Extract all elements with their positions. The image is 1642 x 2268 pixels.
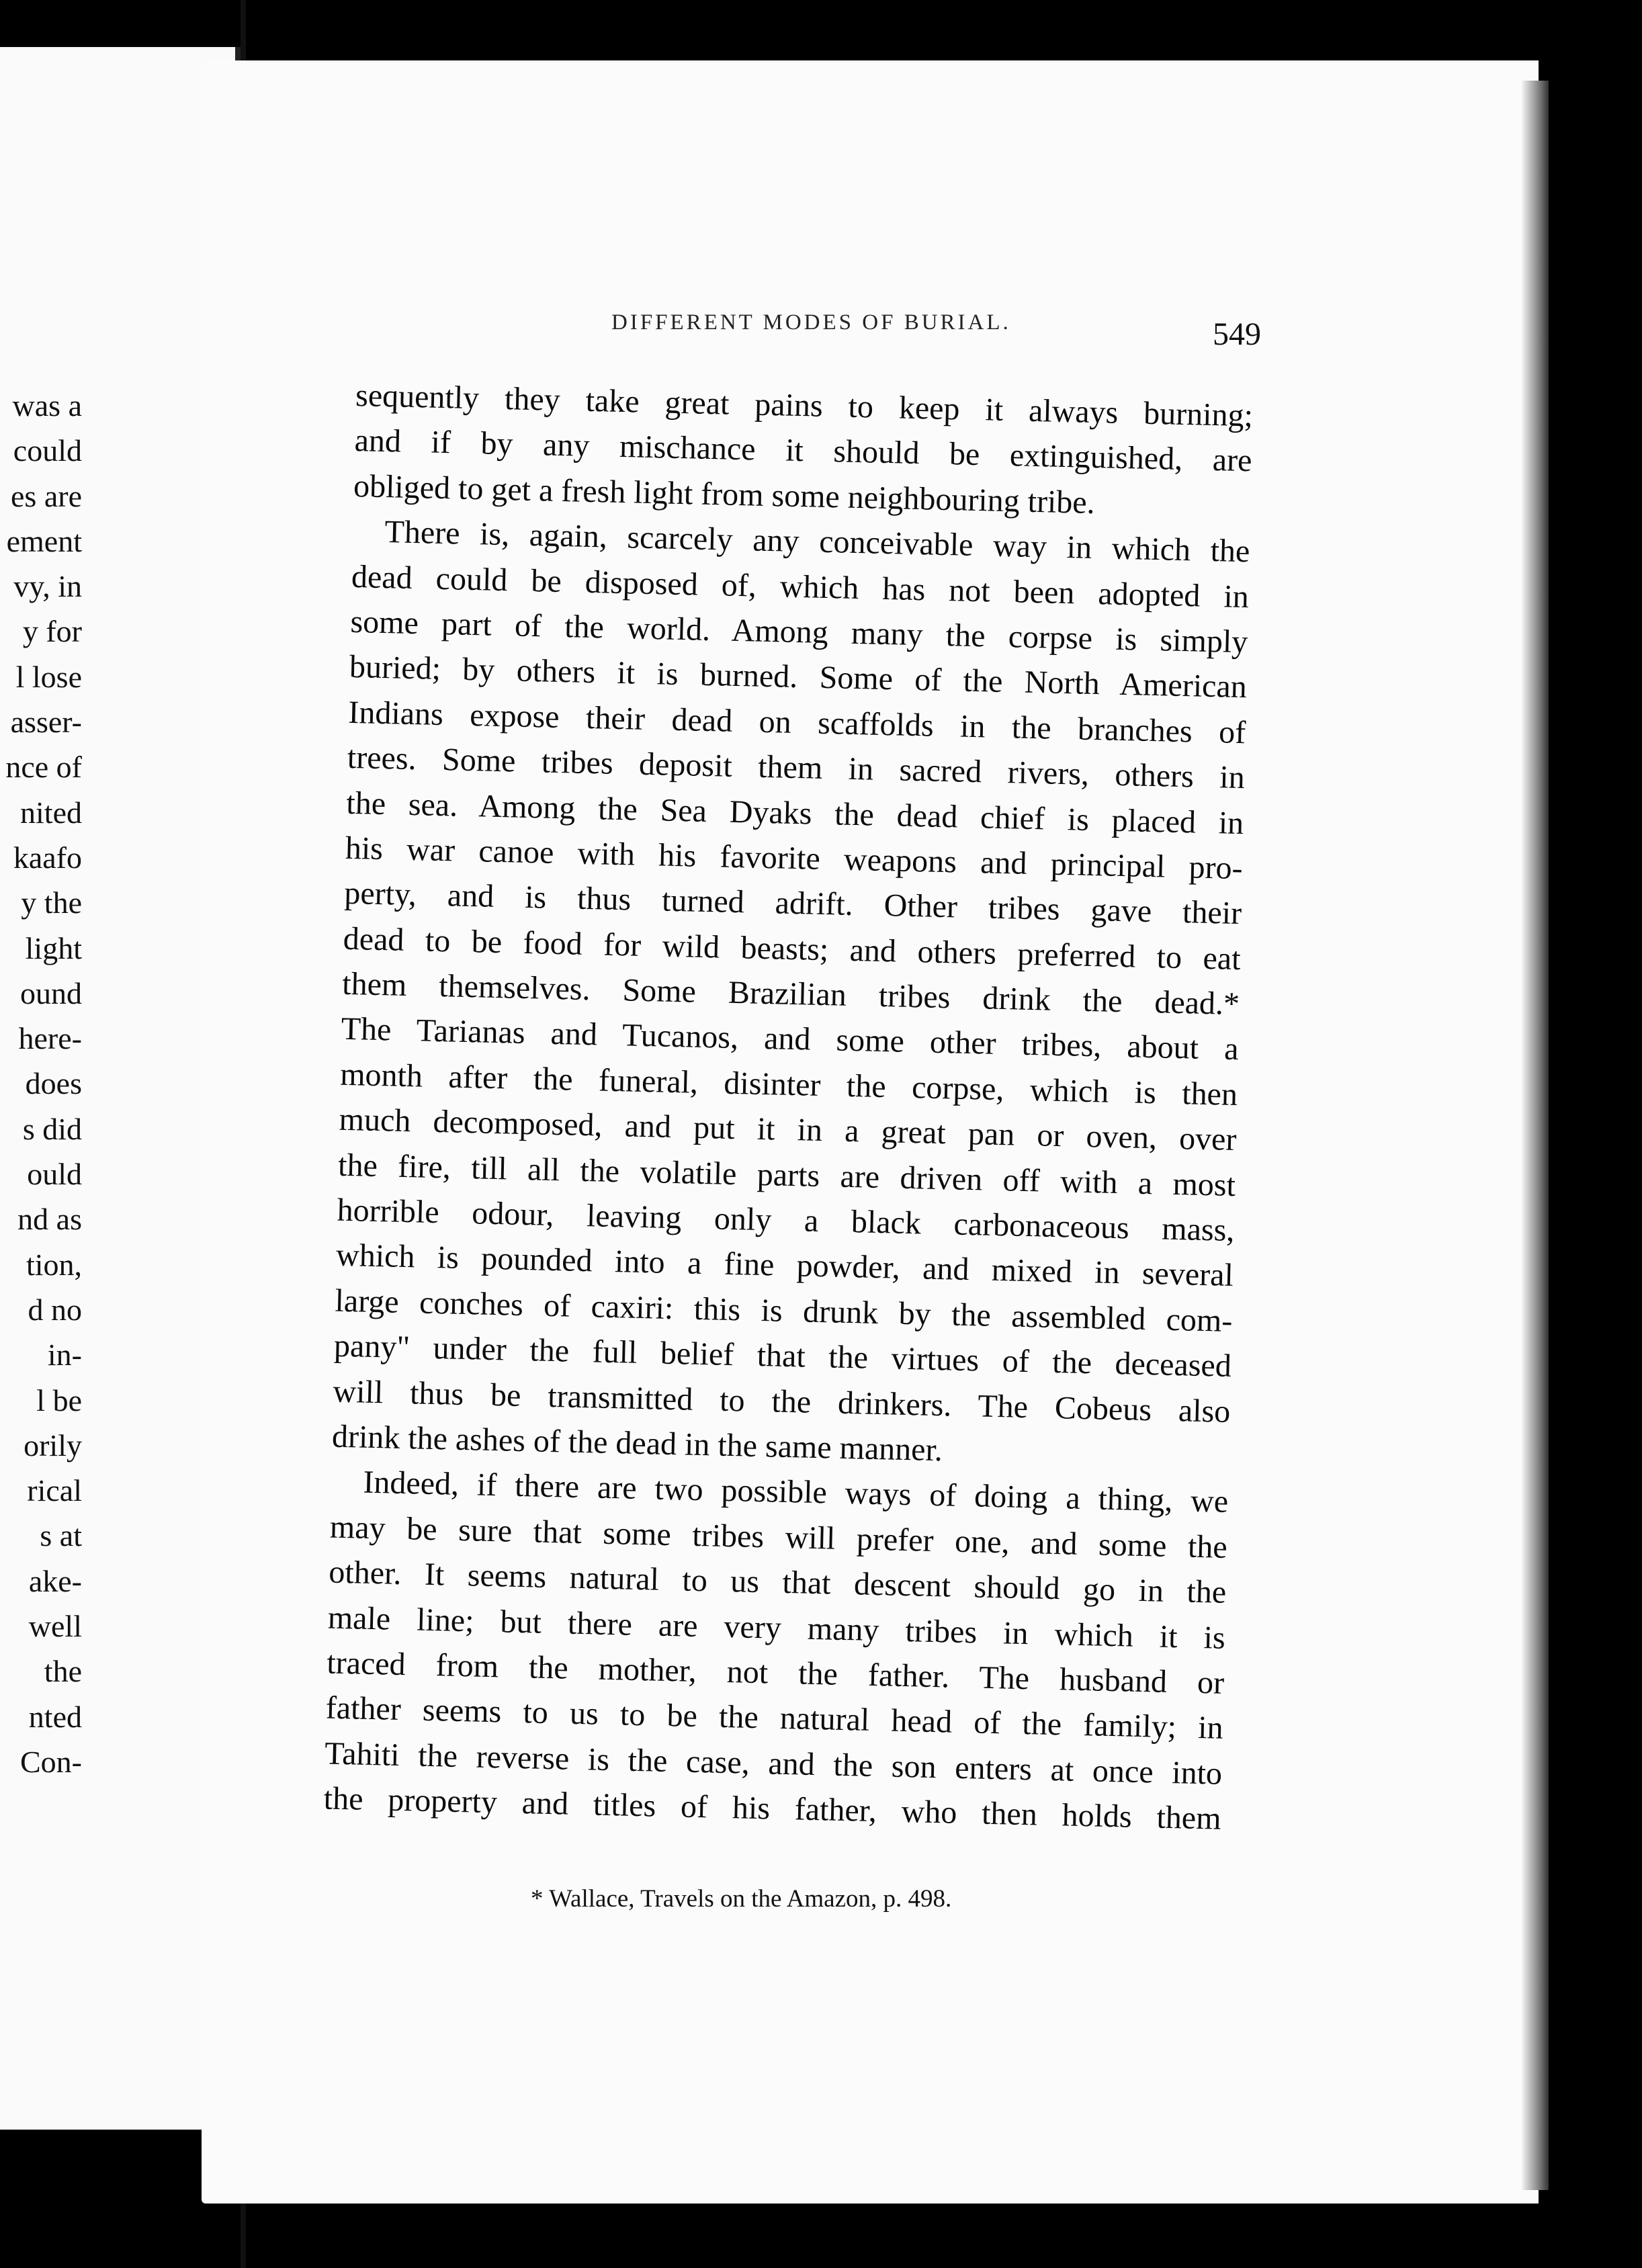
fragment-line: Con- [20, 1744, 82, 1779]
text-line: may be sure that some tribes will prefer one, and some the [329, 1509, 1228, 1565]
text-line: buried; by others it is burned. Some of the North American [349, 649, 1248, 705]
fragment-line: tion, [26, 1247, 82, 1282]
fragment-line: nted [28, 1699, 82, 1734]
fragment-line: ound [20, 975, 82, 1010]
fragment-line: s did [22, 1111, 82, 1146]
fragment-line: d no [28, 1292, 82, 1327]
text-line: the fire, till all the volatile parts are driven off with a most [337, 1147, 1236, 1203]
text-line: Indians expose their dead on scaffolds in the branches of [347, 694, 1246, 750]
fragment-line: l lose [15, 659, 82, 694]
text-line: trees. Some tribes deposit them in sacred rivers, others in [347, 739, 1246, 796]
text-line: father seems to us to be the natural head of the family; in [325, 1690, 1224, 1747]
fragment-line: nited [20, 795, 82, 830]
fragment-line: well [28, 1609, 82, 1644]
fragment-line: orily [24, 1428, 82, 1463]
fragment-line: was a [12, 388, 82, 423]
text-line: The Tarianas and Tucanos, and some other tribes, about a [341, 1011, 1240, 1067]
page-edge-shadow [1522, 81, 1549, 2190]
text-line: obliged to get a fresh light from some neighbouring tribe. [353, 468, 1096, 521]
text-line: much decomposed, and put it in a great pan or oven, over [339, 1101, 1238, 1158]
fragment-line: es are [11, 478, 82, 513]
text-line: the property and titles of his father, who then holds them [323, 1780, 1222, 1837]
text-line: Indeed, if there are two possible ways of doing a thing, we [362, 1465, 1229, 1520]
fragment-line: ement [6, 523, 82, 558]
fragment-line: kaafo [13, 840, 82, 875]
fragment-line: here- [18, 1021, 82, 1056]
fragment-line: nd as [17, 1202, 82, 1237]
fragment-line: ould [27, 1157, 82, 1192]
text-line: Tahiti the reverse is the case, and the son enters at once into [324, 1735, 1223, 1792]
text-line: and if by any mischance it should be extinguished, are [354, 423, 1252, 479]
fragment-line: in- [47, 1338, 82, 1372]
text-line: other. It seems natural to us that descent should go in the [328, 1554, 1227, 1610]
text-line: There is, again, scarcely any conceivable way in which the [384, 514, 1250, 570]
text-line: sequently they take great pains to keep it always burning; [355, 377, 1254, 434]
text-line: them themselves. Some Brazilian tribes drink the dead.* [341, 965, 1240, 1022]
text-line: traced from the mother, not the father. The husband or [326, 1645, 1225, 1701]
text-line: drink the ashes of the dead in the same manner. [331, 1418, 943, 1469]
text-line: month after the funeral, disinter the corpse, which is then [339, 1056, 1238, 1113]
text-line: the sea. Among the Sea Dyaks the dead chief is placed in [345, 785, 1244, 841]
fragment-line: asser- [10, 705, 82, 740]
text-line: his war canoe with his favorite weapons and principal pro- [345, 830, 1244, 887]
left-page-text-fragments [0, 383, 82, 1784]
fragment-line: rical [27, 1473, 82, 1508]
fragment-line: the [44, 1654, 82, 1689]
fragment-line: y for [22, 614, 82, 649]
fragment-line: does [25, 1066, 82, 1101]
body-text [323, 373, 1254, 1841]
text-line: some part of the world. Among many the corpse is simply [349, 603, 1248, 660]
text-line: dead to be food for wild beasts; and others preferred to eat [343, 920, 1242, 977]
running-head: DIFFERENT MODES OF BURIAL. [611, 310, 1011, 335]
text-line: male line; but there are very many tribes in which it is [327, 1600, 1226, 1656]
fragment-line: s at [40, 1518, 82, 1553]
fragment-line: nce of [5, 750, 82, 785]
fragment-line: light [25, 930, 82, 965]
fragment-line: l be [36, 1383, 82, 1418]
fragment-line: y the [21, 885, 82, 920]
text-line: which is pounded into a fine powder, and mixed in several [335, 1237, 1234, 1294]
text-line: pany" under the full belief that the virtues of the deceased [333, 1327, 1232, 1385]
text-line: dead could be disposed of, which has not been adopted in [351, 558, 1250, 615]
text-line: will thus be transmitted to the drinkers. The Cobeus also [333, 1373, 1231, 1430]
text-line: perty, and is thus turned adrift. Other tribes gave their [343, 875, 1242, 932]
fragment-line: vy, in [13, 569, 82, 604]
text-line: horrible odour, leaving only a black carbonaceous mass, [337, 1192, 1235, 1249]
fragment-line: could [13, 433, 82, 468]
fragment-line: ake- [28, 1563, 82, 1598]
text-line: large conches of caxiri: this is drunk by the assembled com- [335, 1282, 1233, 1339]
page-number: 549 [1213, 316, 1261, 352]
footnote: * Wallace, Travels on the Amazon, p. 498. [531, 1885, 952, 1913]
